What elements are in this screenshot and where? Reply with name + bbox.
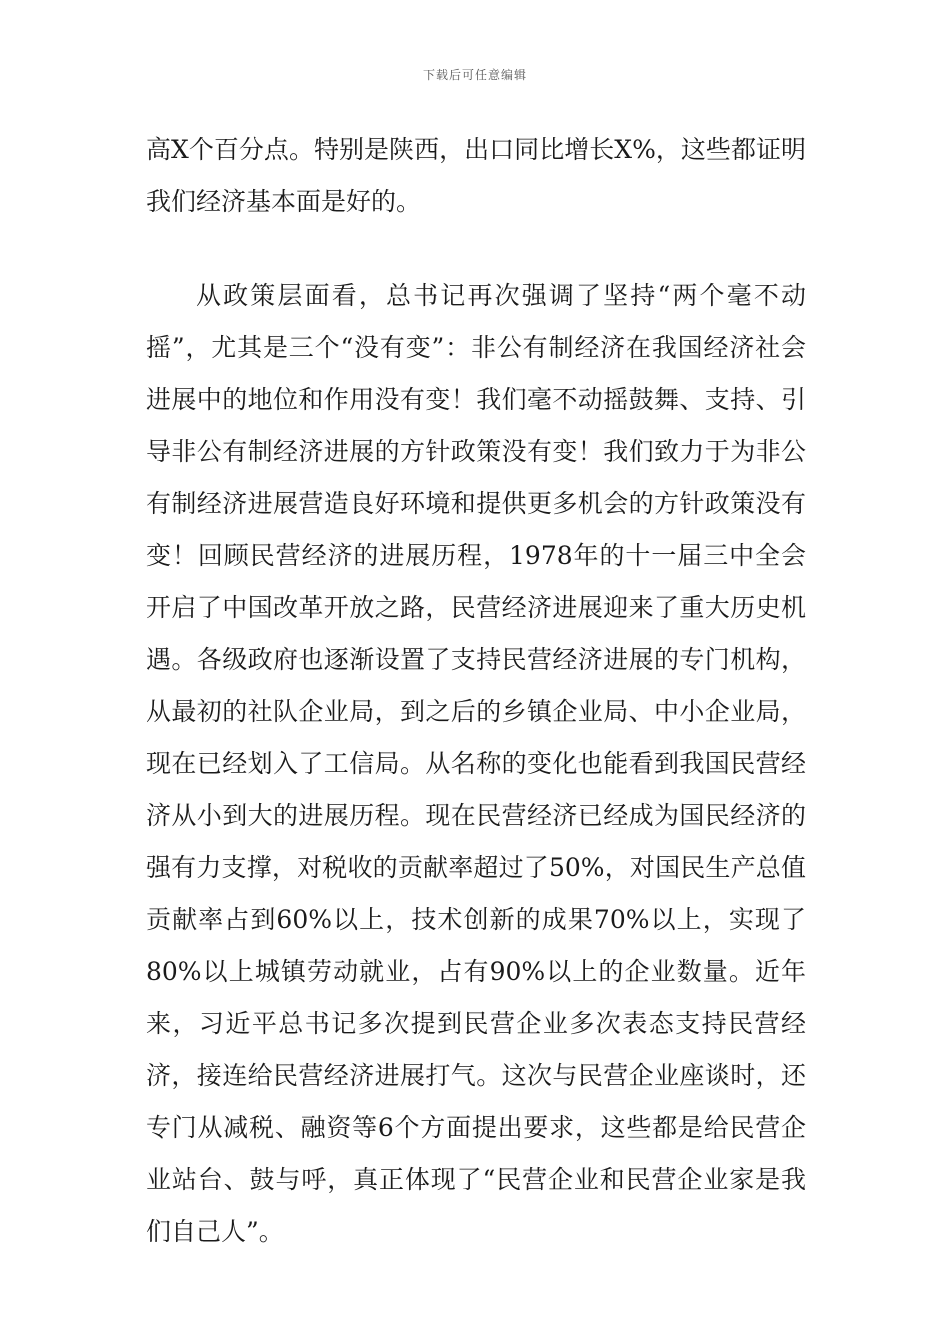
paragraph-1: 高X个百分点。特别是陕西，出口同比增长X%，这些都证明我们经济基本面是好的。 [146,135,806,216]
paragraph-2: 从政策层面看，总书记再次强调了坚持“两个毫不动摇”，尤其是三个“没有变”：非公有制经济在我国经济社会进展中的地位和作用没有变！我们毫不动摇鼓舞、支持、引导非公有制经济进展的方针政策没有变！我们致力于为非公有制经济进展营造良好环境和提供更多机会的方针政策没有变！回顾民营经济的进展历程，1978年的十一届三中全会开启了中国改革开放之路，民营经济进展迎来了重大历史机遇。各级政府也逐渐设置了支持民营经济进展的专门机构，从最初的社队企业局，到之后的乡镇企业局、中小企业局，现在已经划入了工信局。从名称的变化也能看到我国民营经济从小到大的进展历程。现在民营经济已经成为国民经济的强有力支撑，对税收的贡献率超过了50%，对国民生产总值贡献率占到60%以上，技术创新的成果70%以上，实现了80%以上城镇劳动就业，占有90%以上的企业数量。近年来，习近平总书记多次提到民营企业多次表态支持民营经济，接连给民营经济进展打气。这次与民营企业座谈时，还专门从减税、融资等6个方面提出要求，这些都是给民营企业站台、鼓与呼，真正体现了“民营企业和民营企业家是我们自己人”。 [146,281,806,1246]
header-note: 下载后可任意编辑 [422,68,527,82]
